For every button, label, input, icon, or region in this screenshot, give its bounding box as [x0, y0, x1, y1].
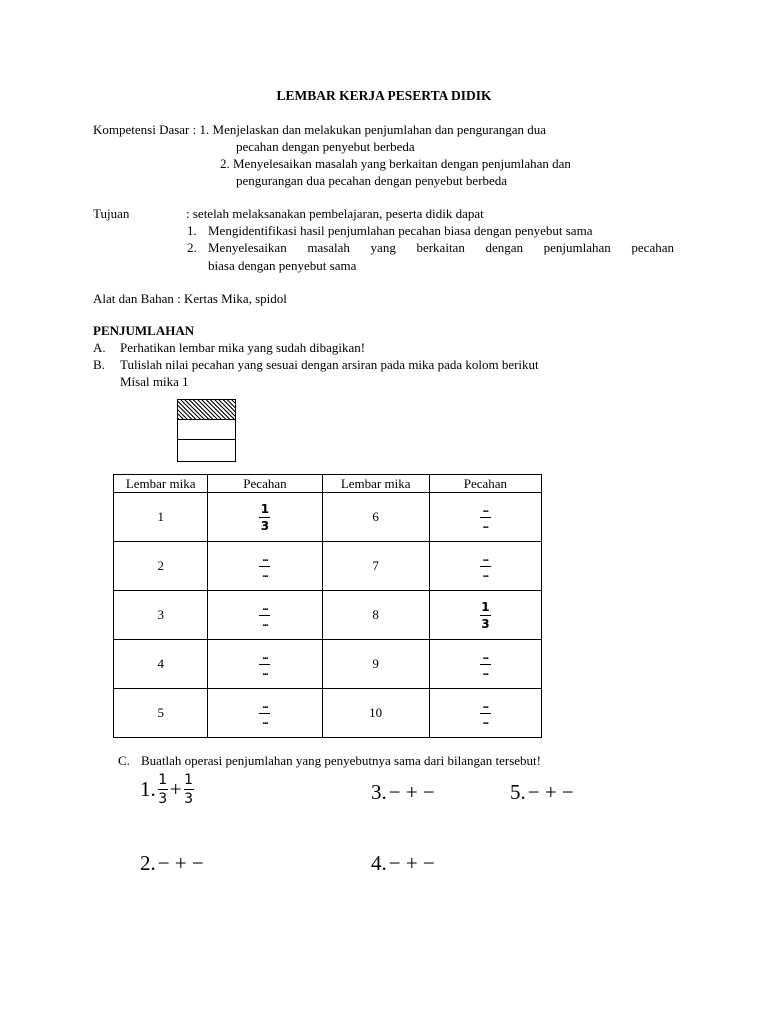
- operation-1: 1. 1 3 + 1 3: [140, 772, 194, 807]
- mika-blank-part: [178, 420, 235, 440]
- op-expression: − + −: [527, 780, 574, 804]
- section-heading: PENJUMLAHAN: [93, 323, 195, 338]
- mika-number: 7: [322, 542, 429, 591]
- op-number: 3.: [371, 780, 387, 804]
- op-number: 2.: [140, 851, 156, 875]
- step-c-letter: C.: [118, 753, 130, 768]
- table-row: [114, 591, 542, 640]
- fraction-cell: $\frac{...}{...}$: [208, 542, 322, 591]
- fraction-cell: $\frac{...}{...}$: [429, 689, 541, 738]
- fraction-cell: $\frac{1}{3}$: [208, 493, 322, 542]
- step-a-letter: A.: [93, 340, 106, 355]
- table-row: [114, 689, 542, 738]
- pecahan-table: [113, 474, 542, 738]
- operation-2: [140, 851, 204, 876]
- tujuan-num-1: 1.: [187, 223, 197, 238]
- mika-number: 6: [322, 493, 429, 542]
- kd-item-1: 1. Menjelaskan dan melakukan penjumlahan dan pengurangan dua: [199, 122, 547, 137]
- alat-bahan: Alat dan Bahan : Kertas Mika, spidol: [93, 291, 287, 306]
- fraction-cell: $\frac{...}{...}$: [208, 689, 322, 738]
- tujuan-num-2: 2.: [187, 240, 197, 255]
- step-b-sub: Misal mika 1: [120, 374, 189, 389]
- fraction-cell: $\frac{...}{...}$: [429, 493, 541, 542]
- op-number: 4.: [371, 851, 387, 875]
- op-expression: − + −: [388, 780, 435, 804]
- plus-sign: +: [169, 777, 182, 801]
- tujuan-item-1: Mengidentifikasi hasil penjumlahan pecahan biasa dengan penyebut sama: [208, 223, 593, 238]
- operation-5: [510, 780, 574, 805]
- op-expression: − + −: [157, 851, 204, 875]
- mika-number: 3: [114, 591, 208, 640]
- page-title: LEMBAR KERJA PESERTA DIDIK: [276, 88, 492, 103]
- fraction-cell: $\frac{1}{3}$: [429, 591, 541, 640]
- mika-shaded-part: [178, 400, 235, 420]
- tujuan-intro: : setelah melaksanakan pembelajaran, peserta didik dapat: [186, 206, 484, 221]
- mika-number: 10: [322, 689, 429, 738]
- operation-3: [371, 780, 435, 805]
- header-pecahan: Pecahan: [208, 475, 322, 493]
- op-number: 5.: [510, 780, 526, 804]
- header-pecahan: Pecahan: [429, 475, 541, 493]
- header-lembar-mika: Lembar mika: [322, 475, 429, 493]
- tujuan-item-2-cont: biasa dengan penyebut sama: [208, 258, 357, 273]
- header-lembar-mika: Lembar mika: [114, 475, 208, 493]
- step-a-text: Perhatikan lembar mika yang sudah dibagikan!: [120, 340, 366, 355]
- mika-number: 8: [322, 591, 429, 640]
- table-row: [114, 640, 542, 689]
- fraction-cell: $\frac{...}{...}$: [429, 640, 541, 689]
- fraction-cell: $\frac{...}{...}$: [208, 591, 322, 640]
- tujuan-item-2: Menyelesaikan masalah yang berkaitan dengan penjumlahan pecahan: [208, 240, 674, 255]
- kd-label: Kompetensi Dasar :: [93, 122, 200, 137]
- kd-item-2: 2. Menyelesaikan masalah yang berkaitan dengan penjumlahan dan: [220, 156, 571, 171]
- fraction-cell: $\frac{...}{...}$: [429, 542, 541, 591]
- kd-item-2-cont: pengurangan dua pecahan dengan penyebut berbeda: [236, 173, 508, 188]
- step-b-letter: B.: [93, 357, 105, 372]
- step-c-text: Buatlah operasi penjumlahan yang penyebutnya sama dari bilangan tersebut!: [141, 753, 541, 768]
- kd-item-1-cont: pecahan dengan penyebut berbeda: [236, 139, 415, 154]
- kd-line-1: [93, 122, 546, 138]
- table-row: [114, 493, 542, 542]
- mika-sample-figure: [177, 399, 236, 462]
- mika-number: 4: [114, 640, 208, 689]
- step-b-text: Tulislah nilai pecahan yang sesuai dengan arsiran pada mika pada kolom berikut: [120, 357, 539, 372]
- table-row: [114, 542, 542, 591]
- op-expression: − + −: [388, 851, 435, 875]
- tujuan-label: Tujuan: [93, 206, 130, 221]
- op-number: 1.: [140, 777, 156, 801]
- mika-number: 5: [114, 689, 208, 738]
- fraction-cell: $\frac{...}{...}$: [208, 640, 322, 689]
- mika-blank-part: [178, 440, 235, 461]
- operation-4: [371, 851, 435, 876]
- mika-number: 9: [322, 640, 429, 689]
- mika-number: 2: [114, 542, 208, 591]
- mika-number: 1: [114, 493, 208, 542]
